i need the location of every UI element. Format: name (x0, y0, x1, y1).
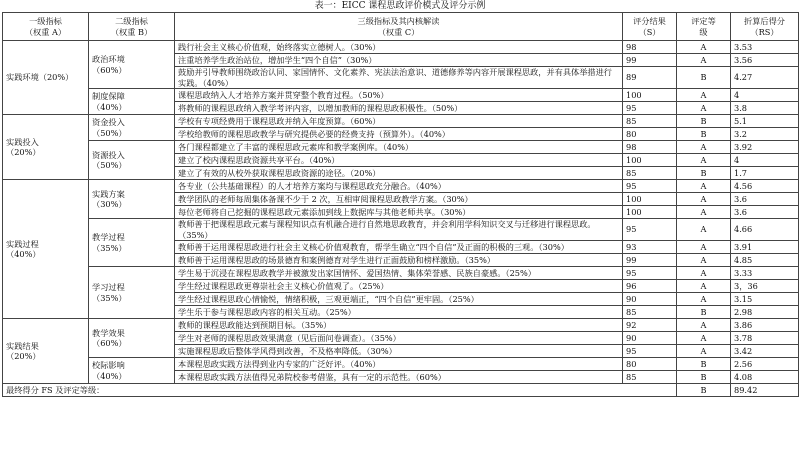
level2-weight: （30%） (92, 199, 127, 209)
level1-cell (3, 41, 89, 115)
grade-cell: A (677, 293, 731, 306)
converted-score-cell: 4 (731, 154, 799, 167)
level2-cell (89, 319, 175, 358)
header-level3-weight: （权重 C） (377, 26, 420, 37)
table-row (3, 89, 799, 102)
indicator-text: 学生对老师的课程思政效果满意（见后面问卷调查）。（35%） (175, 332, 623, 345)
level2-name: 制度保障 (92, 91, 125, 101)
converted-score-cell: 4.08 (731, 371, 799, 384)
table-row (3, 141, 799, 154)
table-row (3, 319, 799, 332)
grade-cell: B (677, 358, 731, 371)
converted-score-cell: 3.91 (731, 241, 799, 254)
grade-cell: A (677, 332, 731, 345)
indicator-text: 将教师的课程思政纳入教学考评内容，以增加教师的课程思政积极性。（50%） (175, 102, 623, 115)
grade-cell: A (677, 141, 731, 154)
header-converted-title: 折算后得分 (744, 16, 785, 26)
level2-cell (89, 219, 175, 267)
score-cell: 95 (623, 267, 677, 280)
indicator-text: 学生乐于参与课程思政内容的相关互动。（25%） (175, 306, 623, 319)
score-cell: 95 (623, 180, 677, 193)
table-body (3, 41, 799, 397)
level2-name: 学习过程 (92, 282, 125, 292)
indicator-text: 建立了校内课程思政资源共享平台。（40%） (175, 154, 623, 167)
indicator-text: 课程思政纳入人才培养方案并贯穿整个教育过程。（50%） (175, 89, 623, 102)
score-cell: 99 (623, 254, 677, 267)
grade-cell: B (677, 167, 731, 180)
grade-cell: A (677, 154, 731, 167)
indicator-text: 本课程思政实践方法得到业内专家的广泛好评。（40%） (175, 358, 623, 371)
score-cell: 90 (623, 293, 677, 306)
header-score-title: 评分结果 (633, 16, 666, 26)
score-cell: 98 (623, 141, 677, 154)
header-score-unit: （S） (638, 26, 661, 37)
level2-weight: （60%） (92, 64, 127, 75)
header-converted-unit: （RS） (750, 26, 779, 37)
table-row (3, 267, 799, 280)
table-row (3, 115, 799, 128)
level1-weight: （20%） (6, 147, 41, 157)
level2-cell (89, 358, 175, 384)
level1-name: 实践环境（20%） (6, 72, 74, 83)
indicator-text: 学生经过课程思政更尊崇社会主义核心价值观了。（25%） (175, 280, 623, 293)
header-level1-title: 一级指标 (29, 16, 62, 26)
grade-cell: A (677, 319, 731, 332)
score-cell: 95 (623, 102, 677, 115)
score-cell: 100 (623, 193, 677, 206)
level2-weight: （50%） (92, 160, 127, 170)
level1-name: 实践结果 (6, 340, 39, 351)
converted-score-cell: 4 (731, 89, 799, 102)
grade-cell: A (677, 267, 731, 280)
score-cell: 92 (623, 319, 677, 332)
header-score (623, 13, 677, 41)
grade-cell: A (677, 54, 731, 67)
score-cell: 96 (623, 280, 677, 293)
level1-cell (3, 180, 89, 319)
table-row (3, 180, 799, 193)
total-score: 89.42 (731, 384, 799, 397)
table-row (3, 41, 799, 54)
converted-score-cell: 2.56 (731, 358, 799, 371)
level2-cell (89, 180, 175, 219)
score-cell: 80 (623, 128, 677, 141)
level1-name: 实践投入 (6, 136, 39, 147)
indicator-text: 各专业（公共基础课程）的人才培养方案均与课程思政充分融合。（40%） (175, 180, 623, 193)
converted-score-cell: 5.1 (731, 115, 799, 128)
grade-cell: A (677, 241, 731, 254)
score-cell: 95 (623, 345, 677, 358)
level2-name: 资源投入 (92, 149, 125, 160)
level2-name: 校际影响 (92, 360, 125, 370)
level2-cell (89, 267, 175, 319)
score-cell: 85 (623, 306, 677, 319)
indicator-text: 教师的课程思政能达到预期目标。（35%） (175, 319, 623, 332)
indicator-text: 实施课程思政后整体学风得到改善，不及格率降低。（30%） (175, 345, 623, 358)
table-caption: 表一：EICC 课程思政评价模式及评分示例 (314, 1, 486, 11)
header-level1-weight: （权重 A） (24, 26, 67, 37)
table-header (3, 13, 799, 41)
level1-name: 实践过程 (6, 238, 39, 249)
grade-cell: A (677, 180, 731, 193)
header-level3-title: 三级指标及其内核解读 (357, 16, 440, 26)
grade-cell: A (677, 193, 731, 206)
converted-score-cell: 4.66 (731, 219, 799, 241)
table-row (3, 358, 799, 371)
converted-score-cell: 3，36 (731, 280, 799, 293)
indicator-text: 践行社会主义核心价值观，始终落实立德树人。（30%） (175, 41, 623, 54)
level2-cell (89, 115, 175, 141)
converted-score-cell: 3.6 (731, 193, 799, 206)
level2-cell (89, 141, 175, 180)
level1-weight: （40%） (6, 249, 41, 259)
grade-cell: A (677, 206, 731, 219)
indicator-text: 注重培养学生政治站位，增加学生“四个自信”（30%） (175, 54, 623, 67)
score-cell: 98 (623, 41, 677, 54)
grade-cell: A (677, 219, 731, 241)
converted-score-cell: 3.56 (731, 54, 799, 67)
converted-score-cell: 3.8 (731, 102, 799, 115)
indicator-text: 学校有专项经费用于课程思政并纳入年度预算。（60%） (175, 115, 623, 128)
grade-cell: B (677, 67, 731, 89)
indicator-text: 各门课程都建立了丰富的课程思政元素库和教学案例库。（40%） (175, 141, 623, 154)
converted-score-cell: 3.86 (731, 319, 799, 332)
indicator-text: 学校给教师的课程思政教学与研究提供必要的经费支持（预算外）。（40%） (175, 128, 623, 141)
converted-score-cell: 4.85 (731, 254, 799, 267)
level1-cell (3, 319, 89, 384)
level2-name: 教学效果 (92, 327, 125, 338)
grade-cell: B (677, 115, 731, 128)
score-cell: 95 (623, 219, 677, 241)
level2-name: 政治环境 (92, 54, 125, 64)
grade-cell: B (677, 306, 731, 319)
level2-weight: （35%） (92, 242, 127, 253)
header-level2-title: 二级指标 (115, 16, 148, 26)
total-label: 最终得分 FS 及评定等级： (3, 384, 677, 397)
score-cell: 93 (623, 241, 677, 254)
converted-score-cell: 3.33 (731, 267, 799, 280)
converted-score-cell: 3.53 (731, 41, 799, 54)
level2-weight: （40%） (92, 101, 127, 112)
grade-cell: A (677, 41, 731, 54)
score-cell: 90 (623, 332, 677, 345)
converted-score-cell: 2.98 (731, 306, 799, 319)
indicator-text: 建立了有效的从校外获取课程思政资源的途径。（20%） (175, 167, 623, 180)
level2-weight: （50%） (92, 127, 127, 138)
converted-score-cell: 4.56 (731, 180, 799, 193)
score-cell: 100 (623, 89, 677, 102)
header-converted-score (731, 13, 799, 41)
header-grade (677, 13, 731, 41)
evaluation-table (2, 12, 799, 397)
score-cell: 85 (623, 371, 677, 384)
converted-score-cell: 4.27 (731, 67, 799, 89)
header-level3 (175, 13, 623, 41)
header-level2 (89, 13, 175, 41)
indicator-text: 教师善于运用课程思政进行社会主义核心价值观教育，帮学生确立“四个自信”及正面的积极的三观。（30%） (175, 241, 623, 254)
level2-cell (89, 89, 175, 115)
converted-score-cell: 1.7 (731, 167, 799, 180)
score-cell: 89 (623, 67, 677, 89)
header-grade-unit: 级 (699, 26, 708, 37)
indicator-text: 本课程思政实践方法值得兄弟院校参考借鉴，具有一定的示范性。（60%） (175, 371, 623, 384)
level2-cell (89, 41, 175, 89)
grade-cell: A (677, 89, 731, 102)
indicator-text: 教学团队的老师每周集体备课不少于 2 次，互相审阅课程思政教学方案。（30%） (175, 193, 623, 206)
converted-score-cell: 3.92 (731, 141, 799, 154)
indicator-text: 教师善于运用课程思政的场景德育和案例德育对学生进行正面鼓励和榜样激励。（35%） (175, 254, 623, 267)
grade-cell: A (677, 254, 731, 267)
converted-score-cell: 3.78 (731, 332, 799, 345)
total-row (3, 384, 799, 397)
header-grade-title: 评定等 (691, 16, 716, 26)
indicator-text: 鼓励并引导教师围绕政治认同、家国情怀、文化素养、宪法法治意识、道德修养等内容开展课程思政，并有具体举措进行实践。（40%） (175, 67, 623, 89)
converted-score-cell: 3.2 (731, 128, 799, 141)
level2-weight: （35%） (92, 292, 127, 303)
header-level2-weight: （权重 B） (110, 26, 153, 37)
indicator-text: 学生易于沉浸在课程思政教学并被激发出家国情怀、爱国热情、集体荣誉感、民族自豪感。（25%） (175, 267, 623, 280)
score-cell: 100 (623, 154, 677, 167)
indicator-text: 教师善于把课程思政元素与课程知识点有机融合进行自然地思政教育，并会利用学科知识交叉与迁移进行课程思政。（35%） (175, 219, 623, 241)
grade-cell: A (677, 280, 731, 293)
total-grade: B (677, 384, 731, 397)
grade-cell: B (677, 371, 731, 384)
score-cell: 99 (623, 54, 677, 67)
level1-cell (3, 115, 89, 180)
level2-name: 实践方案 (92, 188, 125, 199)
level2-name: 教学过程 (92, 232, 125, 242)
score-cell: 80 (623, 358, 677, 371)
level2-weight: （60%） (92, 338, 127, 348)
score-cell: 85 (623, 167, 677, 180)
table-row (3, 219, 799, 241)
converted-score-cell: 3.42 (731, 345, 799, 358)
indicator-text: 每位老师将自己挖掘的课程思政元素添加到线上数据库与其他老师共享。（30%） (175, 206, 623, 219)
score-cell: 100 (623, 206, 677, 219)
indicator-text: 学生经过课程思政心情愉悦，情绪积极，三观更端正，“四个自信”更牢固。（25%） (175, 293, 623, 306)
level2-weight: （40%） (92, 370, 127, 381)
grade-cell: A (677, 345, 731, 358)
grade-cell: B (677, 128, 731, 141)
header-level1 (3, 13, 89, 41)
converted-score-cell: 3.15 (731, 293, 799, 306)
level2-name: 资金投入 (92, 117, 125, 127)
grade-cell: A (677, 102, 731, 115)
converted-score-cell: 3.6 (731, 206, 799, 219)
score-cell: 85 (623, 115, 677, 128)
level1-weight: （20%） (6, 351, 41, 361)
